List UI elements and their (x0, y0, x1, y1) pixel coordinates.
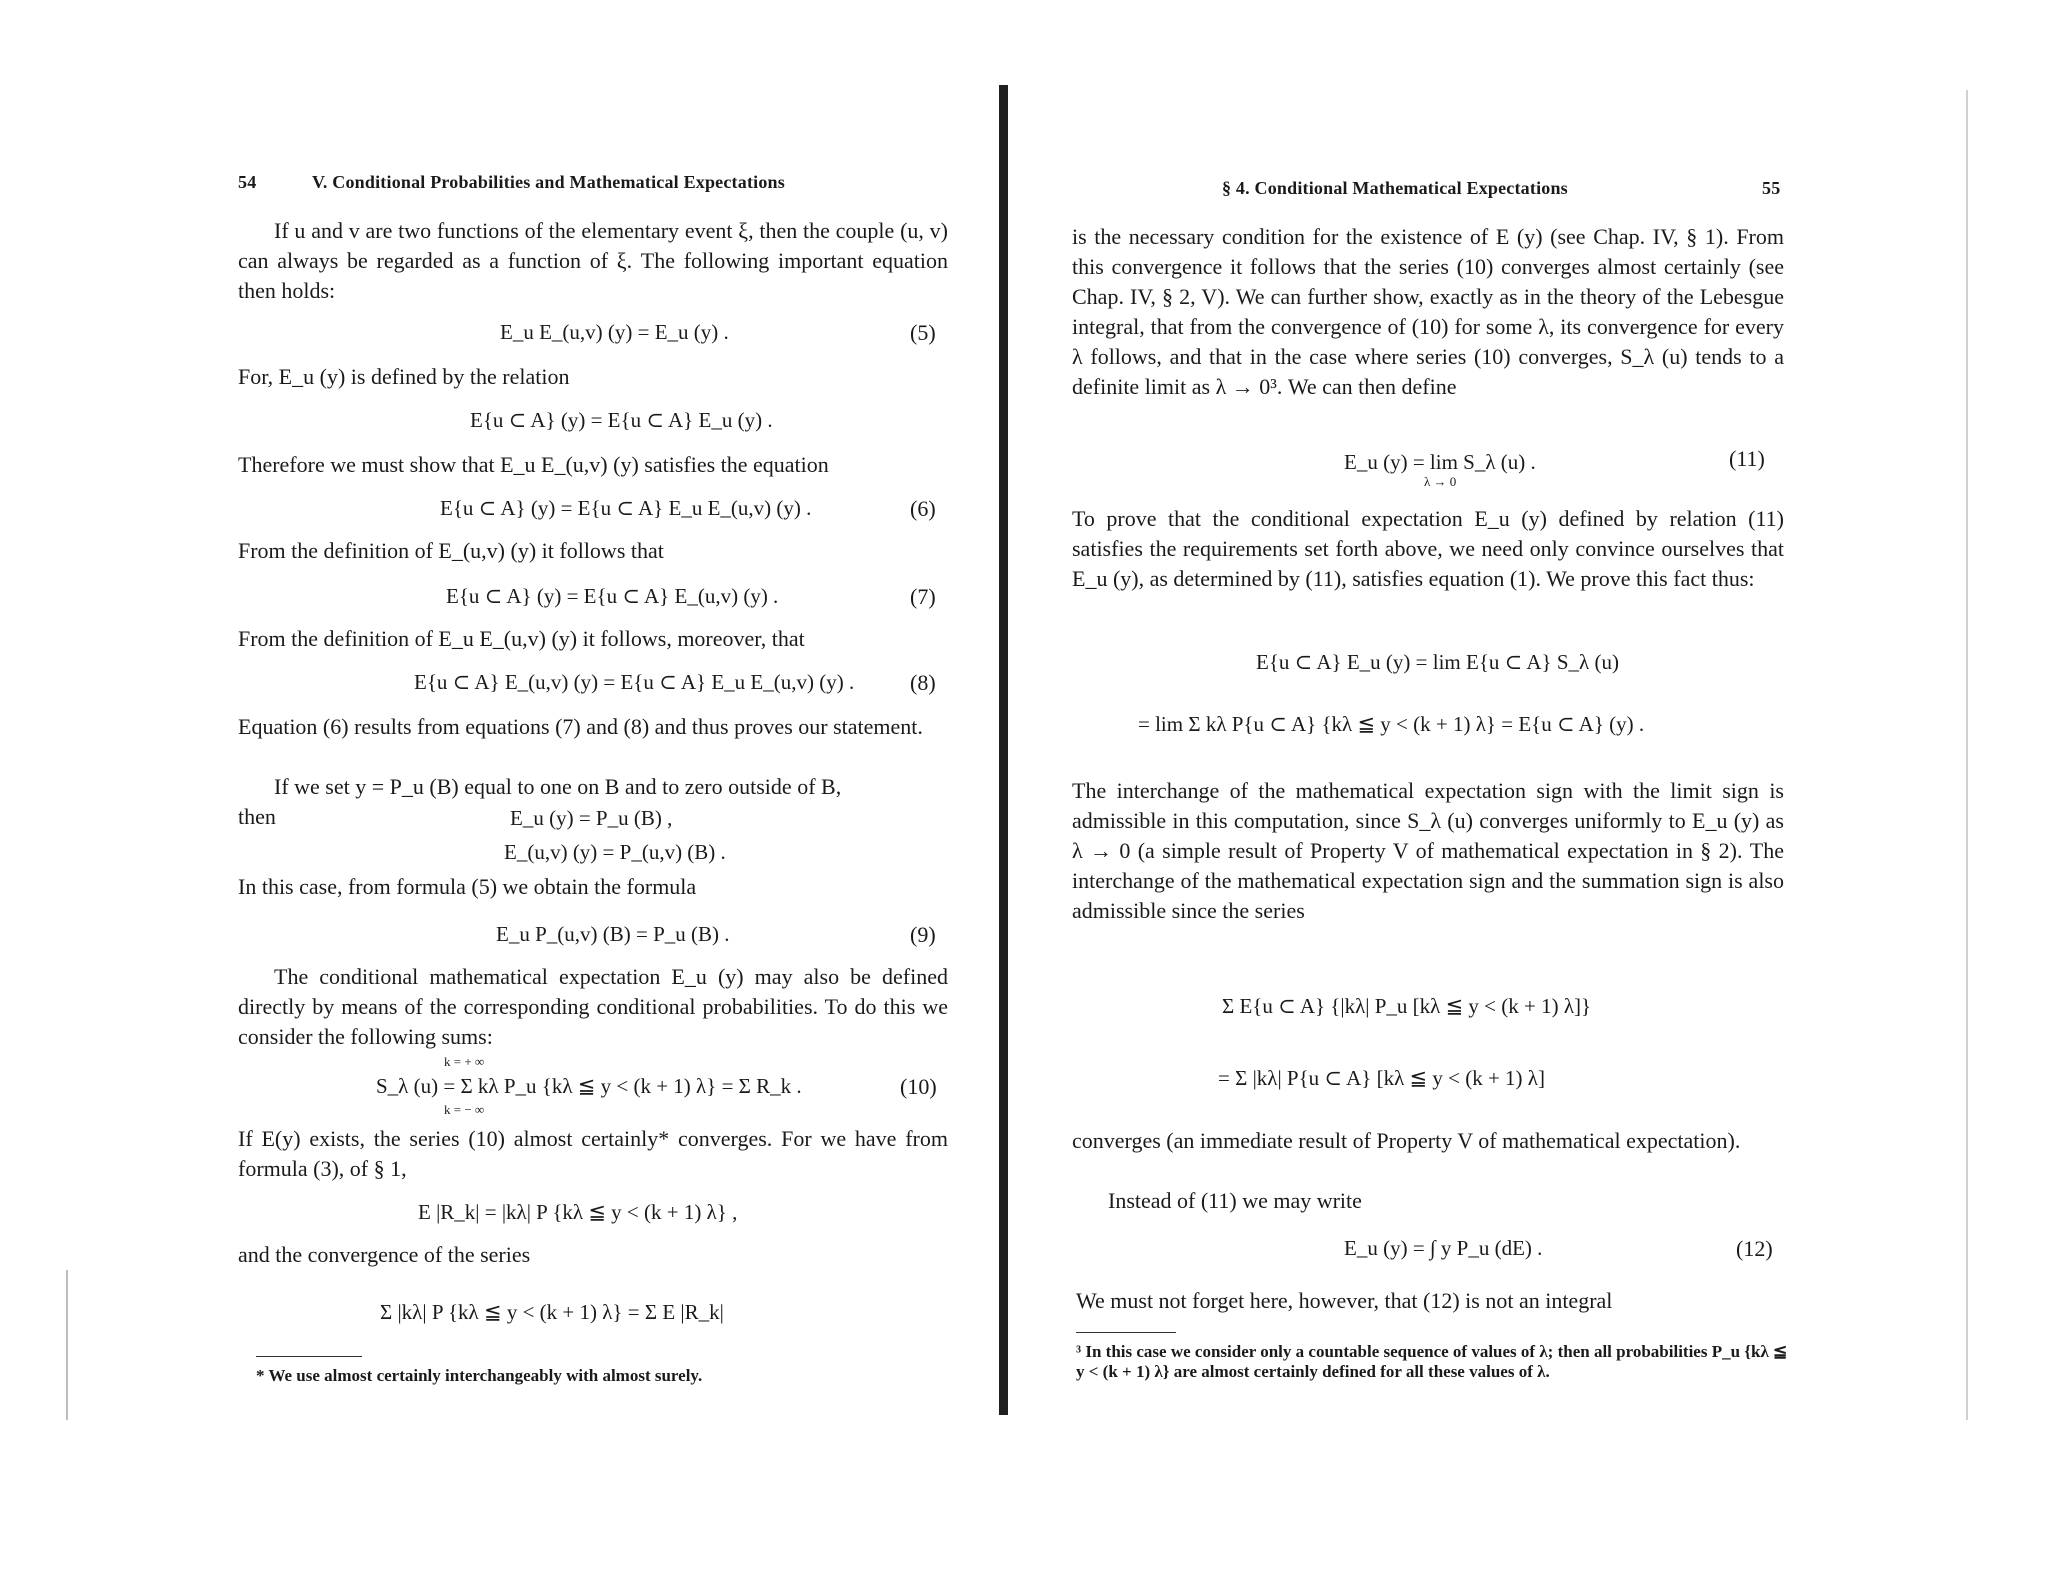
right-page (1004, 0, 2048, 1582)
left-paragraph-5: From the definition of E_u E_(u,v) (y) it follows, moreover, that (238, 626, 805, 651)
equation-5: E_u E_(u,v) (y) = E_u (y) . (500, 320, 729, 344)
left-paragraph-9: The conditional mathematical expectation E_u (y) may also be defined directly by means of the corresponding conditional probabilities. To do this we consider the following sums: (238, 964, 948, 1049)
right-paragraph-2: To prove that the conditional expectation E_u (y) defined by relation (11) satisfies the requirements set forth above, we need only convince ourselves that E_u (y), as determined by (11), satisfies equation (1). We prove this fact thus: (1072, 506, 1784, 591)
equation-pu-2: E_(u,v) (y) = P_(u,v) (B) . (504, 840, 726, 864)
right-paragraph-1: is the necessary condition for the existence of E (y) (see Chap. IV, § 1). From this convergence it follows that the series (10) converges almost certainly (see Chap. IV, § 2, V). We can further show, exactly as in the theory of the Lebesgue integral, that from the convergence of (10) for some λ, its convergence for every λ follows, and that in the case where series (10) converges, S_λ (u) tends to a definite limit as λ → 0³. We can then define (1072, 224, 1784, 399)
equation-11-subscript: λ → 0 (1424, 474, 1457, 489)
equation-proof-2: = lim Σ kλ P{u ⊂ A} {kλ ≦ y < (k + 1) λ} = E{u ⊂ A} (y) . (1138, 712, 1645, 736)
equation-10-limit-top: k = + ∞ (444, 1054, 485, 1069)
right-paragraph-5: Instead of (11) we may write (1108, 1188, 1362, 1213)
equation-8: E{u ⊂ A} E_(u,v) (y) = E{u ⊂ A} E_u E_(u,v) (y) . (414, 670, 855, 694)
right-paragraph-6: We must not forget here, however, that (12) is not an integral (1076, 1288, 1613, 1313)
left-paragraph-8: In this case, from formula (5) we obtain the formula (238, 874, 697, 899)
equation-6-number: (6) (910, 496, 936, 521)
equation-12: E_u (y) = ∫ y P_u (dE) . (1344, 1236, 1543, 1260)
left-footnote-rule (256, 1356, 362, 1357)
right-paragraph-3: The interchange of the mathematical expectation sign with the limit sign is admissible in this computation, since S_λ (u) converges uniformly to E_u (y) as λ → 0 (a simple result of Property V of mathematical expectation in § 2). The interchange of the mathematical expectation sign and the summation sign is also admissible since the series (1072, 778, 1784, 923)
equation-series-s1: Σ E{u ⊂ A} {|kλ| P_u [kλ ≦ y < (k + 1) λ]} (1222, 994, 1592, 1018)
left-paragraph-7: If we set y = P_u (B) equal to one on B and to zero outside of B, (274, 774, 842, 799)
equation-7: E{u ⊂ A} (y) = E{u ⊂ A} E_(u,v) (y) . (446, 584, 779, 608)
equation-9-number: (9) (910, 922, 936, 947)
left-paragraph-11: and the convergence of the series (238, 1242, 531, 1267)
right-footnote-rule (1076, 1332, 1176, 1333)
equation-10-number: (10) (900, 1074, 937, 1099)
equation-rk: E |R_k| = |kλ| P {kλ ≦ y < (k + 1) λ} , (418, 1200, 738, 1224)
equation-7-number: (7) (910, 584, 936, 609)
left-paragraph-1: If u and v are two functions of the elementary event ξ, then the couple (u, v) can always be regarded as a function of ξ. The following important equation then holds: (238, 218, 948, 303)
right-footnote: ³ In this case we consider only a countable sequence of values of λ; then all probabilities P_u {kλ ≦ y < (k + 1) λ} are almost certainly defined for all these values of λ. (1076, 1342, 1788, 1381)
left-page (0, 0, 1000, 1582)
left-paragraph-2: For, E_u (y) is defined by the relation (238, 364, 570, 389)
left-paragraph-6: Equation (6) results from equations (7) and (8) and thus proves our statement. (238, 714, 923, 739)
equation-6: E{u ⊂ A} (y) = E{u ⊂ A} E_u E_(u,v) (y) . (440, 496, 812, 520)
left-page-number: 54 (238, 172, 257, 192)
equation-10: S_λ (u) = Σ kλ P_u {kλ ≦ y < (k + 1) λ} = Σ R_k . (376, 1074, 802, 1098)
equation-9: E_u P_(u,v) (B) = P_u (B) . (496, 922, 730, 946)
equation-10-limit-bottom: k = − ∞ (444, 1102, 485, 1117)
equation-series-s2: = Σ |kλ| P{u ⊂ A} [kλ ≦ y < (k + 1) λ] (1218, 1066, 1545, 1090)
equation-11-number: (11) (1729, 446, 1765, 471)
equation-pu-1: E_u (y) = P_u (B) , (510, 806, 673, 830)
left-running-head: V. Conditional Probabilities and Mathematical Expectations (312, 172, 785, 192)
equation-definition: E{u ⊂ A} (y) = E{u ⊂ A} E_u (y) . (470, 408, 773, 432)
equation-11: E_u (y) = lim S_λ (u) . (1344, 450, 1536, 474)
left-paragraph-7-then: then (238, 804, 276, 829)
left-paragraph-10: If E(y) exists, the series (10) almost certainly* converges. For we have from formula (3), of § 1, (238, 1126, 948, 1181)
left-footnote: * We use almost certainly interchangeably with almost surely. (256, 1366, 703, 1385)
equation-8-number: (8) (910, 670, 936, 695)
left-paragraph-3: Therefore we must show that E_u E_(u,v) (y) satisfies the equation (238, 452, 829, 477)
right-paragraph-4: converges (an immediate result of Property V of mathematical expectation). (1072, 1128, 1741, 1153)
equation-proof-1: E{u ⊂ A} E_u (y) = lim E{u ⊂ A} S_λ (u) (1256, 650, 1619, 674)
right-page-number: 55 (1762, 178, 1781, 198)
equation-5-number: (5) (910, 320, 936, 345)
equation-12-number: (12) (1736, 1236, 1773, 1261)
left-paragraph-4: From the definition of E_(u,v) (y) it follows that (238, 538, 664, 563)
right-running-head: § 4. Conditional Mathematical Expectations (1222, 178, 1568, 198)
equation-series: Σ |kλ| P {kλ ≦ y < (k + 1) λ} = Σ E |R_k| (380, 1300, 724, 1324)
